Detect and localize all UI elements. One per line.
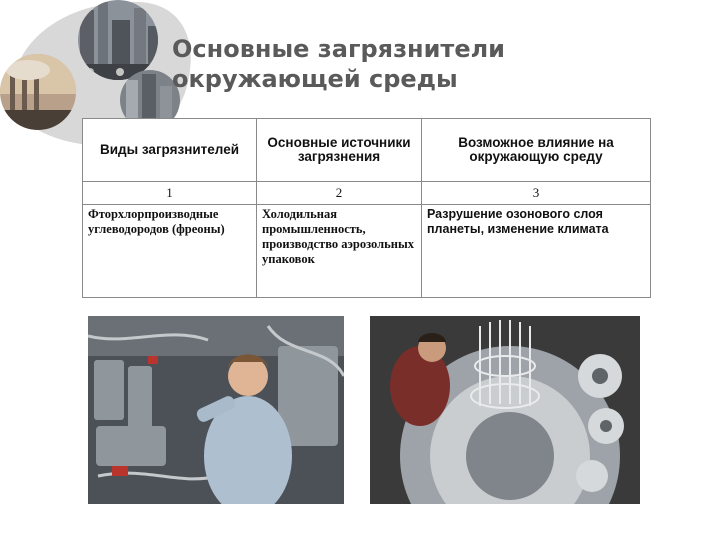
header-cell-impact: Возможное влияние на окружающую среду <box>422 119 651 182</box>
column-number-2: 2 <box>257 182 422 205</box>
cell-environmental-impact: Разрушение озонового слоя планеты, изменение климата <box>422 205 651 298</box>
header-cell-sources: Основные источники загрязнения <box>257 119 422 182</box>
page-title-line-1: Основные загрязнители <box>172 35 505 63</box>
column-number-3: 3 <box>422 182 651 205</box>
table-header-row <box>83 119 651 182</box>
header-cell-types: Виды загрязнителей <box>83 119 257 182</box>
page-title-line-2: окружающей среды <box>172 65 458 93</box>
table-row <box>83 205 651 298</box>
page-title <box>172 34 692 94</box>
pollutants-table <box>82 118 651 298</box>
table-number-row <box>83 182 651 205</box>
technician-assembling-machine-photo <box>370 316 640 504</box>
worker-at-engine-photo <box>88 316 344 504</box>
column-number-1: 1 <box>83 182 257 205</box>
cell-pollutant-type: Фторхлорпроизводные углеводородов (фреоны) <box>83 205 257 298</box>
cell-pollution-source: Холодильная промышленность, производство аэрозольных упаковок <box>257 205 422 298</box>
